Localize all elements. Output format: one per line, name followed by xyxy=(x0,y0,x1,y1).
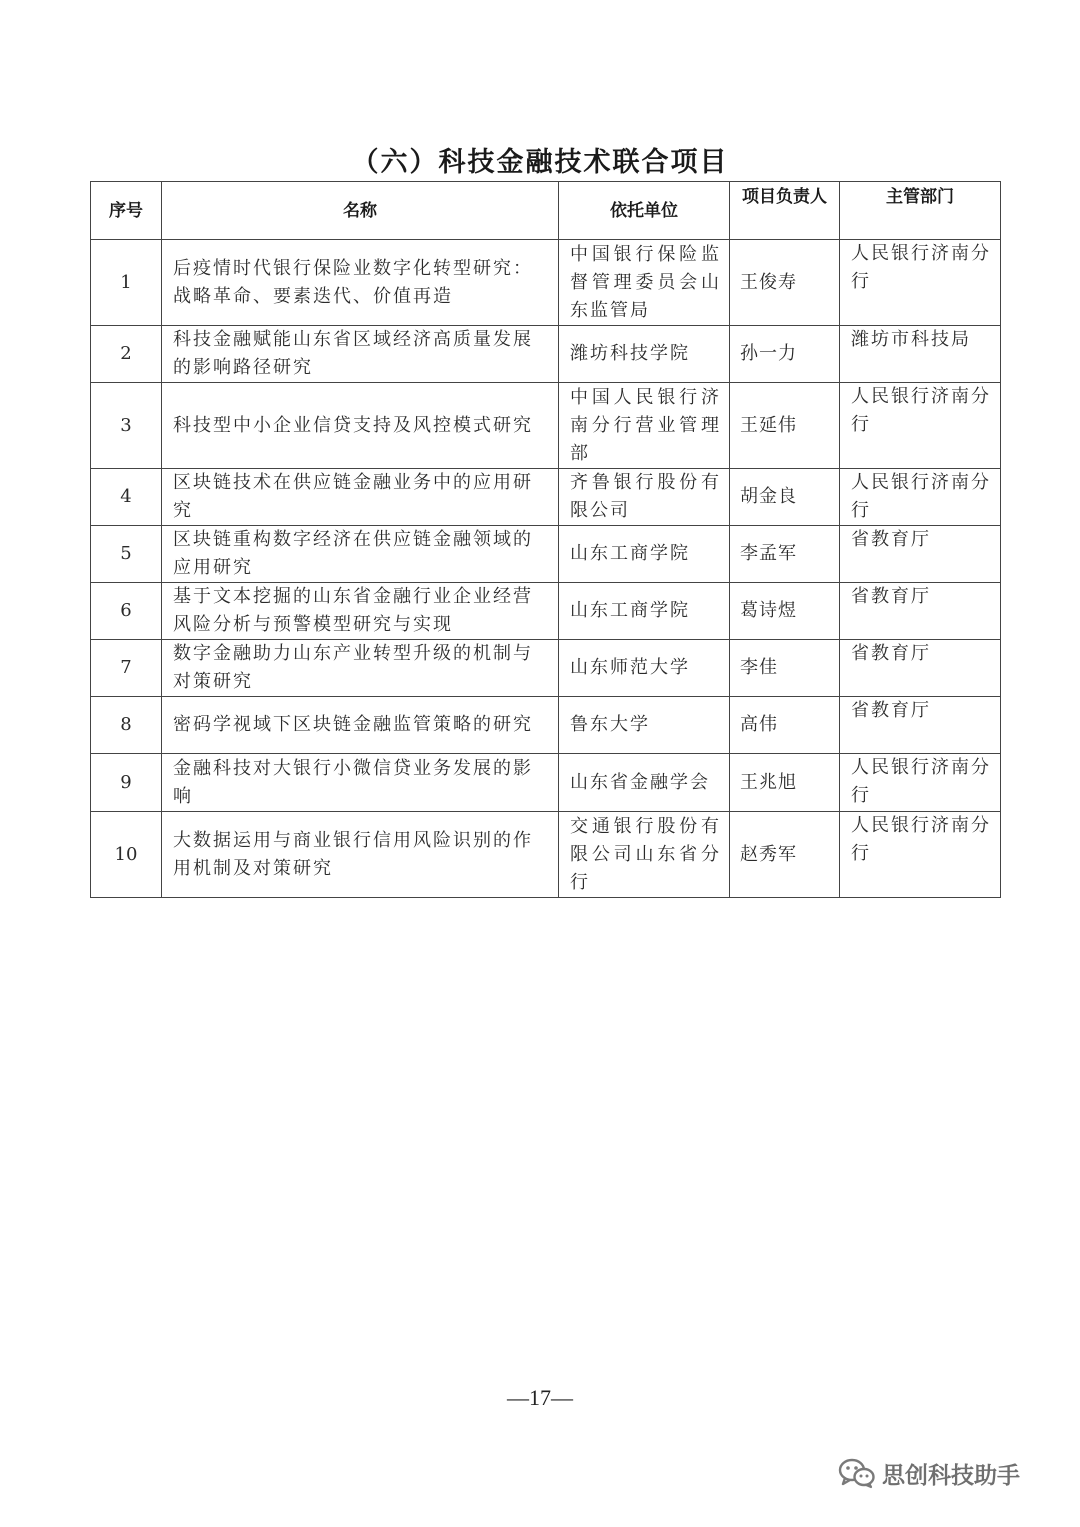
table-row xyxy=(91,640,1001,697)
cell-org: 山东工商学院 xyxy=(559,583,730,640)
header-name: 名称 xyxy=(162,182,559,240)
cell-name: 科技型中小企业信贷支持及风控模式研究 xyxy=(162,383,559,469)
cell-org: 交通银行股份有限公司山东省分行 xyxy=(559,812,730,898)
cell-seq: 6 xyxy=(91,583,162,640)
page-number: —17— xyxy=(507,1385,573,1410)
cell-name: 密码学视域下区块链金融监管策略的研究 xyxy=(162,697,559,754)
cell-org: 山东师范大学 xyxy=(559,640,730,697)
table-row xyxy=(91,526,1001,583)
cell-lead: 李佳 xyxy=(730,640,840,697)
table-row xyxy=(91,754,1001,812)
header-org: 依托单位 xyxy=(559,182,730,240)
cell-org: 中国人民银行济南分行营业管理部 xyxy=(559,383,730,469)
cell-lead: 王兆旭 xyxy=(730,754,840,812)
table-row xyxy=(91,383,1001,469)
cell-name: 区块链重构数字经济在供应链金融领域的应用研究 xyxy=(162,526,559,583)
cell-name: 金融科技对大银行小微信贷业务发展的影响 xyxy=(162,754,559,812)
cell-dept: 省教育厅 xyxy=(840,640,1001,697)
cell-lead: 李孟军 xyxy=(730,526,840,583)
cell-org: 齐鲁银行股份有限公司 xyxy=(559,469,730,526)
table-row xyxy=(91,697,1001,754)
table-row xyxy=(91,326,1001,383)
cell-name: 基于文本挖掘的山东省金融行业企业经营风险分析与预警模型研究与实现 xyxy=(162,583,559,640)
cell-dept: 省教育厅 xyxy=(840,526,1001,583)
cell-name: 区块链技术在供应链金融业务中的应用研究 xyxy=(162,469,559,526)
cell-seq: 3 xyxy=(91,383,162,469)
cell-lead: 赵秀军 xyxy=(730,812,840,898)
cell-org: 中国银行保险监督管理委员会山东监管局 xyxy=(559,240,730,326)
cell-seq: 9 xyxy=(91,754,162,812)
cell-lead: 高伟 xyxy=(730,697,840,754)
cell-org: 山东工商学院 xyxy=(559,526,730,583)
cell-dept: 潍坊市科技局 xyxy=(840,326,1001,383)
cell-seq: 8 xyxy=(91,697,162,754)
page-title: （六）科技金融技术联合项目 xyxy=(351,147,729,178)
cell-dept: 人民银行济南分行 xyxy=(840,383,1001,469)
cell-name: 后疫情时代银行保险业数字化转型研究：战略革命、要素迭代、价值再造 xyxy=(162,240,559,326)
cell-name: 数字金融助力山东产业转型升级的机制与对策研究 xyxy=(162,640,559,697)
table-header-row xyxy=(91,182,1001,240)
table-row xyxy=(91,812,1001,898)
cell-seq: 10 xyxy=(91,812,162,898)
wechat-icon xyxy=(838,1457,876,1489)
cell-seq: 1 xyxy=(91,240,162,326)
cell-lead: 王俊寿 xyxy=(730,240,840,326)
cell-name: 科技金融赋能山东省区域经济高质量发展的影响路径研究 xyxy=(162,326,559,383)
cell-lead: 孙一力 xyxy=(730,326,840,383)
cell-dept: 人民银行济南分行 xyxy=(840,754,1001,812)
table-row xyxy=(91,469,1001,526)
cell-dept: 人民银行济南分行 xyxy=(840,812,1001,898)
cell-dept: 省教育厅 xyxy=(840,583,1001,640)
cell-org: 潍坊科技学院 xyxy=(559,326,730,383)
cell-org: 山东省金融学会 xyxy=(559,754,730,812)
cell-seq: 7 xyxy=(91,640,162,697)
watermark-text: 思创科技助手 xyxy=(882,1462,1020,1489)
cell-seq: 4 xyxy=(91,469,162,526)
cell-org: 鲁东大学 xyxy=(559,697,730,754)
cell-lead: 葛诗煜 xyxy=(730,583,840,640)
cell-lead: 胡金良 xyxy=(730,469,840,526)
watermark xyxy=(838,1456,1020,1490)
header-dept: 主管部门 xyxy=(840,182,1001,240)
cell-dept: 省教育厅 xyxy=(840,697,1001,754)
header-lead: 项目负责人 xyxy=(730,182,840,240)
cell-lead: 王延伟 xyxy=(730,383,840,469)
table-row xyxy=(91,583,1001,640)
cell-seq: 2 xyxy=(91,326,162,383)
projects-table xyxy=(90,181,1001,898)
header-seq: 序号 xyxy=(91,182,162,240)
cell-seq: 5 xyxy=(91,526,162,583)
cell-name: 大数据运用与商业银行信用风险识别的作用机制及对策研究 xyxy=(162,812,559,898)
cell-dept: 人民银行济南分行 xyxy=(840,240,1001,326)
table-row xyxy=(91,240,1001,326)
cell-dept: 人民银行济南分行 xyxy=(840,469,1001,526)
